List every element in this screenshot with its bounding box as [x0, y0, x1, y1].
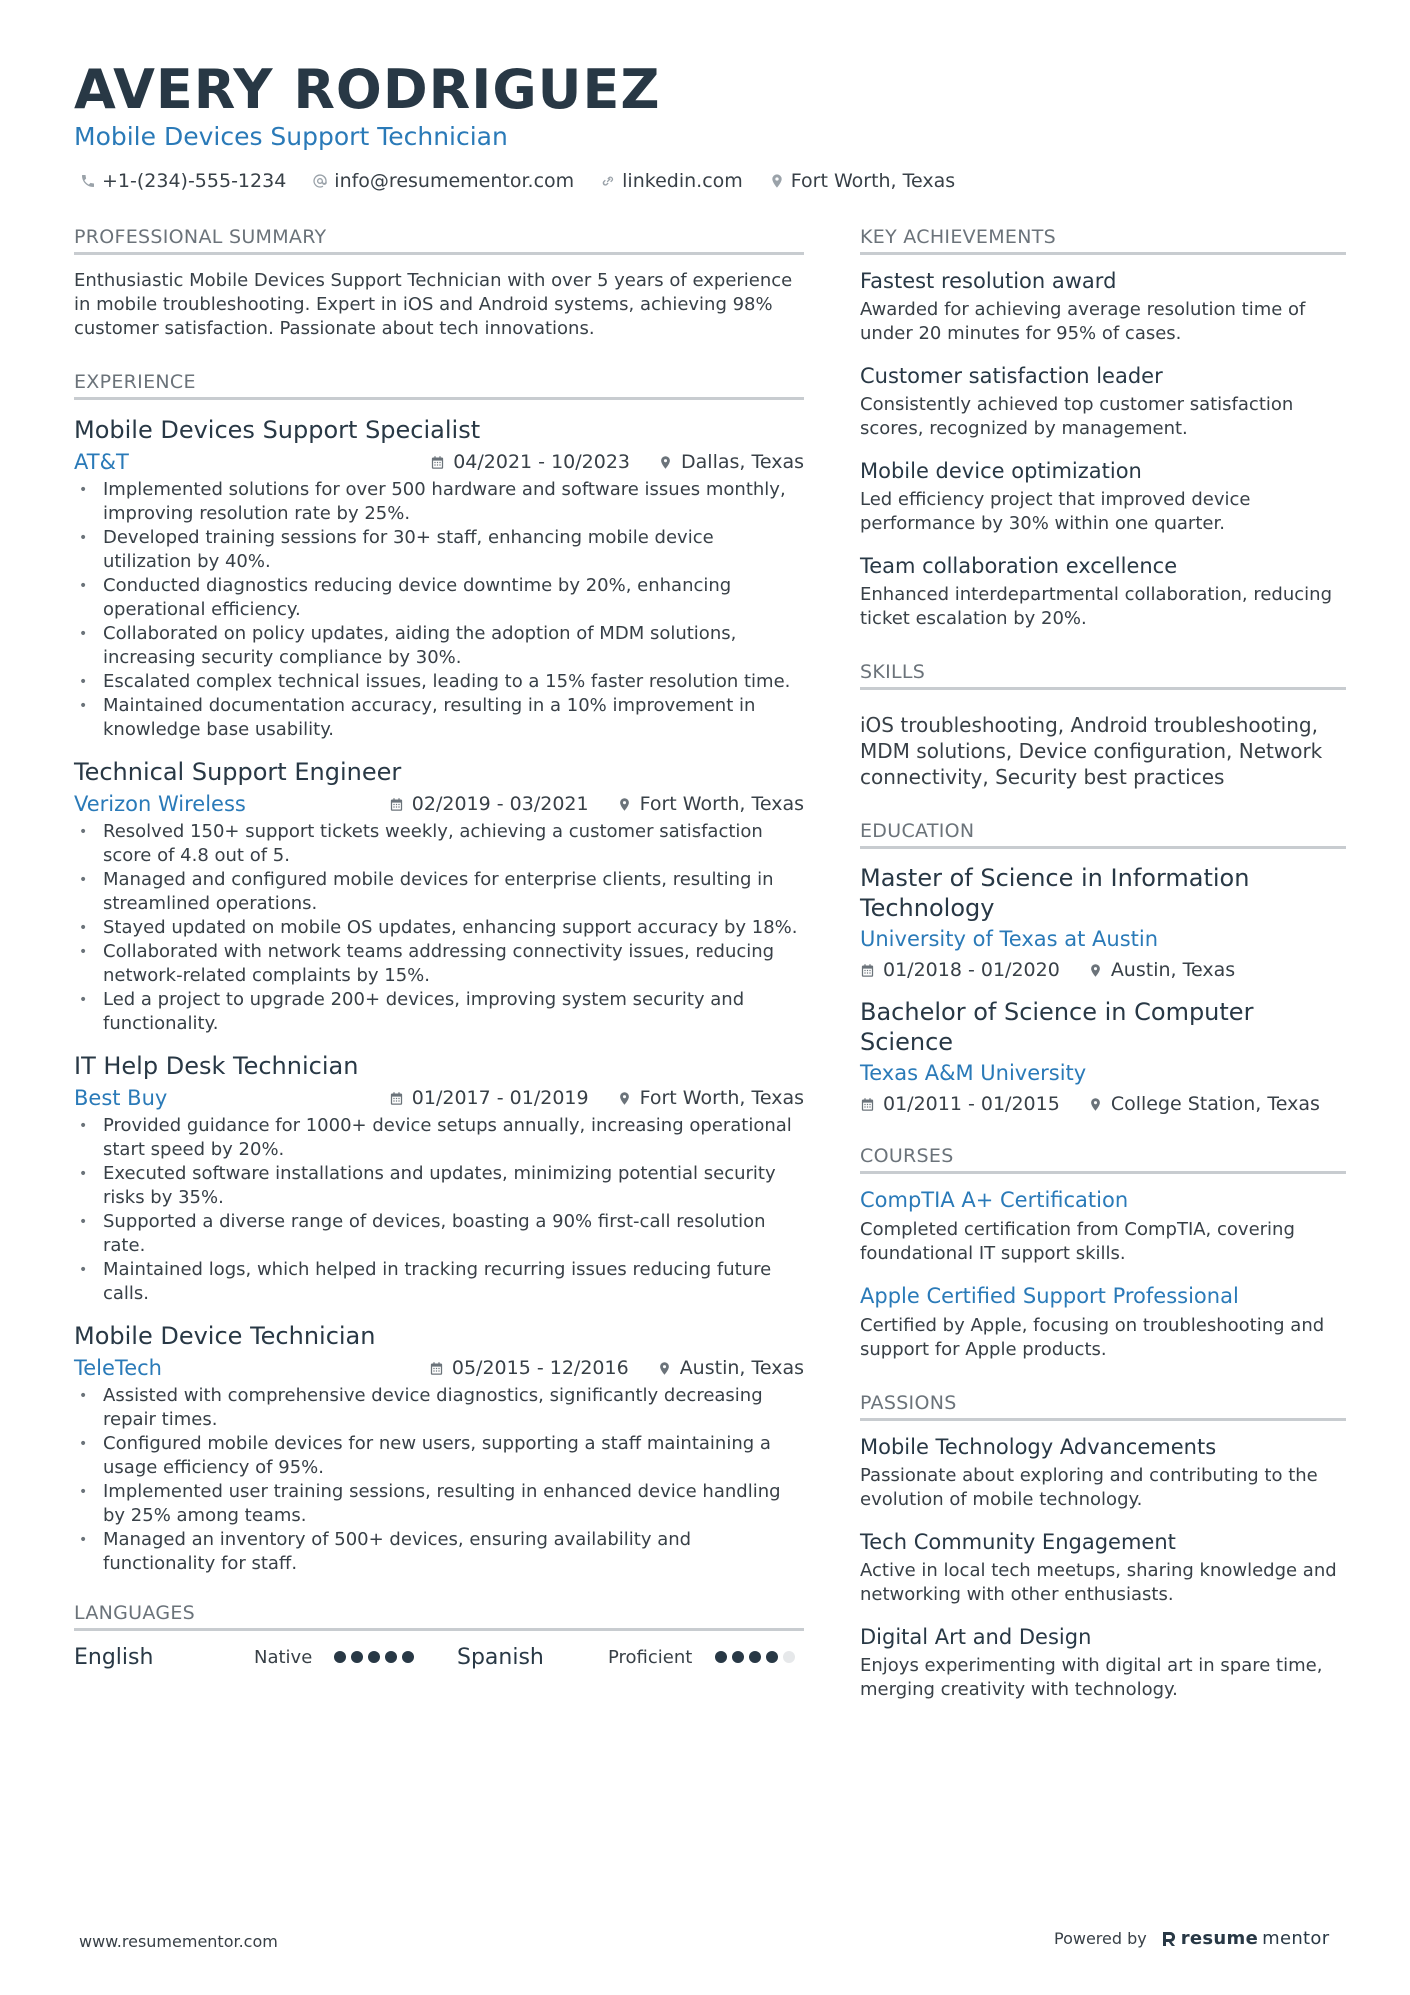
- education-location: [1088, 1093, 1320, 1115]
- bullet-item: • Resolved 150+ support tickets weekly, achieving a customer satisfaction score of 4.8 out of 5.: [74, 820, 804, 868]
- language-rating: [715, 1651, 795, 1663]
- rating-dot-filled: [402, 1651, 414, 1663]
- language-name: English: [74, 1644, 154, 1670]
- course-item: [860, 1284, 1346, 1362]
- map-pin-icon: [617, 1091, 632, 1106]
- contact-location-text: Fort Worth, Texas: [790, 170, 956, 192]
- section-title: KEY ACHIEVEMENTS: [860, 226, 1346, 255]
- education-section: [860, 820, 1346, 1115]
- achievement-title: Customer satisfaction leader: [860, 364, 1163, 388]
- education-location: [1088, 959, 1235, 981]
- bullet-item: • Maintained logs, which helped in tracking recurring issues reducing future calls.: [74, 1258, 804, 1306]
- passion-desc: Passionate about exploring and contributing to the evolution of mobile technology.: [860, 1465, 1318, 1510]
- section-title: PASSIONS: [860, 1392, 1346, 1421]
- section-title: PROFESSIONAL SUMMARY: [74, 226, 804, 255]
- bullet-item: • Provided guidance for 1000+ device setups annually, increasing operational start speed by 20%.: [74, 1114, 804, 1162]
- rating-dot-filled: [368, 1651, 380, 1663]
- bullet-item: • Supported a diverse range of devices, boasting a 90% first-call resolution rate.: [74, 1210, 804, 1258]
- contact-phone: [80, 170, 286, 192]
- course-desc: Certified by Apple, focusing on troubleshooting and support for Apple products.: [860, 1315, 1325, 1360]
- bullet-item: • Conducted diagnostics reducing device downtime by 20%, enhancing operational efficiency.: [74, 574, 804, 622]
- calendar-icon: [430, 455, 445, 470]
- summary-section: [74, 226, 804, 341]
- bullet-item: • Managed an inventory of 500+ devices, ensuring availability and functionality for staff.: [74, 1528, 804, 1576]
- job-title: IT Help Desk Technician: [74, 1052, 359, 1080]
- calendar-icon: [429, 1361, 444, 1376]
- job-meta: [74, 1086, 804, 1110]
- education-location-text: Austin, Texas: [1110, 959, 1236, 981]
- achievement-desc: Led efficiency project that improved device performance by 30% within one quarter.: [860, 489, 1251, 534]
- calendar-icon: [860, 1097, 875, 1112]
- languages-section: [74, 1602, 804, 1677]
- bullet-item: • Implemented user training sessions, resulting in enhanced device handling by 25% among teams.: [74, 1480, 804, 1528]
- passion-title: Tech Community Engagement: [860, 1530, 1176, 1554]
- contact-website-text: linkedin.com: [622, 170, 743, 192]
- job-location-text: Fort Worth, Texas: [639, 793, 804, 815]
- job-details: [389, 1087, 804, 1109]
- job-dates: [389, 1087, 589, 1109]
- education-dates-text: 01/2011 - 01/2015: [883, 1093, 1060, 1115]
- link-icon: [600, 173, 616, 189]
- passion-desc: Enjoys experimenting with digital art in spare time, merging creativity with technology.: [860, 1655, 1323, 1700]
- education-school: University of Texas at Austin: [860, 927, 1159, 951]
- achievement-desc: Consistently achieved top customer satisfaction scores, recognized by management.: [860, 394, 1294, 439]
- bullet-item: • Collaborated with network teams addressing connectivity issues, reducing network-related complaints by 15%.: [74, 940, 804, 988]
- rating-dot-filled: [385, 1651, 397, 1663]
- contact-email-text: info@resumementor.com: [334, 170, 575, 192]
- achievement-title: Mobile device optimization: [860, 459, 1142, 483]
- rating-dot-empty: [783, 1651, 795, 1663]
- job-bullets: [74, 1384, 804, 1576]
- right-column: [860, 226, 1346, 1732]
- language-name: Spanish: [457, 1644, 544, 1670]
- job-meta: [74, 450, 804, 474]
- job-location-text: Austin, Texas: [679, 1357, 804, 1379]
- job-company: TeleTech: [74, 1356, 162, 1380]
- job-location: [617, 1087, 804, 1109]
- course-desc: Completed certification from CompTIA, covering foundational IT support skills.: [860, 1219, 1295, 1264]
- section-title: LANGUAGES: [74, 1602, 804, 1631]
- bullet-item: • Implemented solutions for over 500 hardware and software issues monthly, improving resolution rate by 25%.: [74, 478, 804, 526]
- education-item: [860, 863, 1346, 981]
- achievement-item: [860, 459, 1346, 536]
- bullet-item: • Configured mobile devices for new users, supporting a staff maintaining a usage efficiency of 95%.: [74, 1432, 804, 1480]
- map-pin-icon: [657, 1361, 672, 1376]
- job-dates: [429, 1357, 629, 1379]
- achievement-item: [860, 554, 1346, 631]
- job-meta: [74, 792, 804, 816]
- job-details: [430, 451, 804, 473]
- course-title: CompTIA A+ Certification: [860, 1188, 1129, 1212]
- rating-dot-filled: [334, 1651, 346, 1663]
- job-location: [617, 793, 804, 815]
- language-level: Native: [254, 1646, 313, 1668]
- footer-powered: [1054, 1928, 1329, 1949]
- bullet-item: • Managed and configured mobile devices for enterprise clients, resulting in streamlined operations.: [74, 868, 804, 916]
- job-dates: [389, 793, 589, 815]
- map-pin-icon: [769, 173, 785, 189]
- education-meta: [860, 959, 1346, 981]
- job-title: Mobile Devices Support Specialist: [74, 416, 481, 444]
- rating-dot-filled: [766, 1651, 778, 1663]
- calendar-icon: [389, 797, 404, 812]
- job-company: Verizon Wireless: [74, 792, 246, 816]
- bullet-item: • Stayed updated on mobile OS updates, enhancing support accuracy by 18%.: [74, 916, 804, 940]
- contact-website[interactable]: [600, 170, 743, 192]
- passion-item: [860, 1435, 1346, 1512]
- map-pin-icon: [658, 455, 673, 470]
- job-entry: [74, 416, 804, 742]
- achievements-section: [860, 226, 1346, 631]
- rating-dot-filled: [732, 1651, 744, 1663]
- passion-item: [860, 1530, 1346, 1607]
- rating-dot-filled: [715, 1651, 727, 1663]
- achievement-title: Fastest resolution award: [860, 269, 1117, 293]
- map-pin-icon: [1088, 1097, 1103, 1112]
- section-title: EDUCATION: [860, 820, 1346, 849]
- job-entry: [74, 758, 804, 1036]
- job-bullets: [74, 478, 804, 742]
- job-location-text: Dallas, Texas: [681, 451, 804, 473]
- bullet-item: • Developed training sessions for 30+ staff, enhancing mobile device utilization by 40%.: [74, 526, 804, 574]
- education-dates: [860, 959, 1060, 981]
- education-item: [860, 997, 1346, 1115]
- courses-section: [860, 1145, 1346, 1362]
- education-location-text: College Station, Texas: [1110, 1093, 1320, 1115]
- job-location: [657, 1357, 804, 1379]
- skills-section: [860, 661, 1346, 790]
- summary-text: Enthusiastic Mobile Devices Support Technician with over 5 years of experience in mobile troubleshooting. Expert in iOS and Android systems, achieving 98% customer satisfaction. Passionate about tech innovations.: [74, 270, 793, 339]
- phone-icon: [80, 173, 96, 189]
- job-dates: [430, 451, 630, 473]
- calendar-icon: [389, 1091, 404, 1106]
- contact-location: [769, 170, 955, 192]
- job-location: [658, 451, 804, 473]
- map-pin-icon: [1088, 963, 1103, 978]
- candidate-headline: Mobile Devices Support Technician: [74, 122, 508, 151]
- at-icon: [312, 173, 328, 189]
- calendar-icon: [860, 963, 875, 978]
- job-details: [389, 793, 804, 815]
- course-item: [860, 1188, 1346, 1266]
- job-dates-text: 04/2021 - 10/2023: [453, 451, 631, 473]
- job-title: Mobile Device Technician: [74, 1322, 376, 1350]
- bullet-item: • Escalated complex technical issues, leading to a 15% faster resolution time.: [74, 670, 804, 694]
- section-title: COURSES: [860, 1145, 1346, 1174]
- passion-item: [860, 1625, 1346, 1702]
- education-school: Texas A&M University: [860, 1061, 1087, 1085]
- job-entry: [74, 1322, 804, 1576]
- section-title: EXPERIENCE: [74, 371, 804, 400]
- footer-website[interactable]: www.resumementor.com: [79, 1932, 278, 1951]
- course-title: Apple Certified Support Professional: [860, 1284, 1239, 1308]
- passions-section: [860, 1392, 1346, 1702]
- language-level: Proficient: [608, 1646, 693, 1668]
- bullet-item: • Maintained documentation accuracy, resulting in a 10% improvement in knowledge base usability.: [74, 694, 804, 742]
- job-dates-text: 02/2019 - 03/2021: [411, 793, 589, 815]
- contact-bar: [80, 170, 955, 192]
- education-degree: Bachelor of Science in Computer Science: [860, 998, 1254, 1056]
- candidate-name: AVERY RODRIGUEZ: [74, 58, 661, 121]
- education-degree: Master of Science in Information Technology: [860, 864, 1250, 922]
- contact-phone-text: +1-(234)-555-1234: [102, 170, 287, 192]
- achievement-item: [860, 364, 1346, 441]
- rating-dot-filled: [351, 1651, 363, 1663]
- job-title: Technical Support Engineer: [74, 758, 402, 786]
- job-location-text: Fort Worth, Texas: [639, 1087, 804, 1109]
- languages-row: [74, 1637, 804, 1677]
- achievement-item: [860, 269, 1346, 346]
- bullet-item: • Executed software installations and updates, minimizing potential security risks by 35%.: [74, 1162, 804, 1210]
- language-rating: [334, 1651, 457, 1663]
- passion-title: Mobile Technology Advancements: [860, 1435, 1217, 1459]
- brand-logo-icon: [1161, 1930, 1177, 1948]
- skills-text: iOS troubleshooting, Android troubleshooting, MDM solutions, Device configuration, Network connectivity, Security best practices: [860, 713, 1323, 789]
- experience-section: [74, 371, 804, 1576]
- job-details: [429, 1357, 804, 1379]
- left-column: [74, 226, 804, 1707]
- achievement-desc: Awarded for achieving average resolution time of under 20 minutes for 95% of cases.: [860, 299, 1306, 344]
- map-pin-icon: [617, 797, 632, 812]
- job-meta: [74, 1356, 804, 1380]
- education-dates: [860, 1093, 1060, 1115]
- job-dates-text: 01/2017 - 01/2019: [411, 1087, 589, 1109]
- section-title: SKILLS: [860, 661, 1346, 690]
- achievement-title: Team collaboration excellence: [860, 554, 1178, 578]
- passion-title: Digital Art and Design: [860, 1625, 1092, 1649]
- brand-name-a: resume: [1180, 1928, 1259, 1949]
- job-company: AT&T: [74, 450, 129, 474]
- brand-name-b: mentor: [1262, 1928, 1330, 1949]
- bullet-item: • Assisted with comprehensive device diagnostics, significantly decreasing repair times.: [74, 1384, 804, 1432]
- passion-desc: Active in local tech meetups, sharing knowledge and networking with other enthusiasts.: [860, 1560, 1337, 1605]
- achievement-desc: Enhanced interdepartmental collaboration, reducing ticket escalation by 20%.: [860, 584, 1332, 629]
- education-dates-text: 01/2018 - 01/2020: [883, 959, 1060, 981]
- job-dates-text: 05/2015 - 12/2016: [451, 1357, 629, 1379]
- bullet-item: • Led a project to upgrade 200+ devices, improving system security and functionality.: [74, 988, 804, 1036]
- job-bullets: [74, 820, 804, 1036]
- powered-by-label: Powered by: [1054, 1929, 1147, 1948]
- job-company: Best Buy: [74, 1086, 168, 1110]
- contact-email[interactable]: [312, 170, 574, 192]
- education-meta: [860, 1093, 1346, 1115]
- rating-dot-filled: [749, 1651, 761, 1663]
- brand-logo[interactable]: [1161, 1928, 1330, 1949]
- bullet-item: • Collaborated on policy updates, aiding the adoption of MDM solutions, increasing security compliance by 30%.: [74, 622, 804, 670]
- job-entry: [74, 1052, 804, 1306]
- job-bullets: [74, 1114, 804, 1306]
